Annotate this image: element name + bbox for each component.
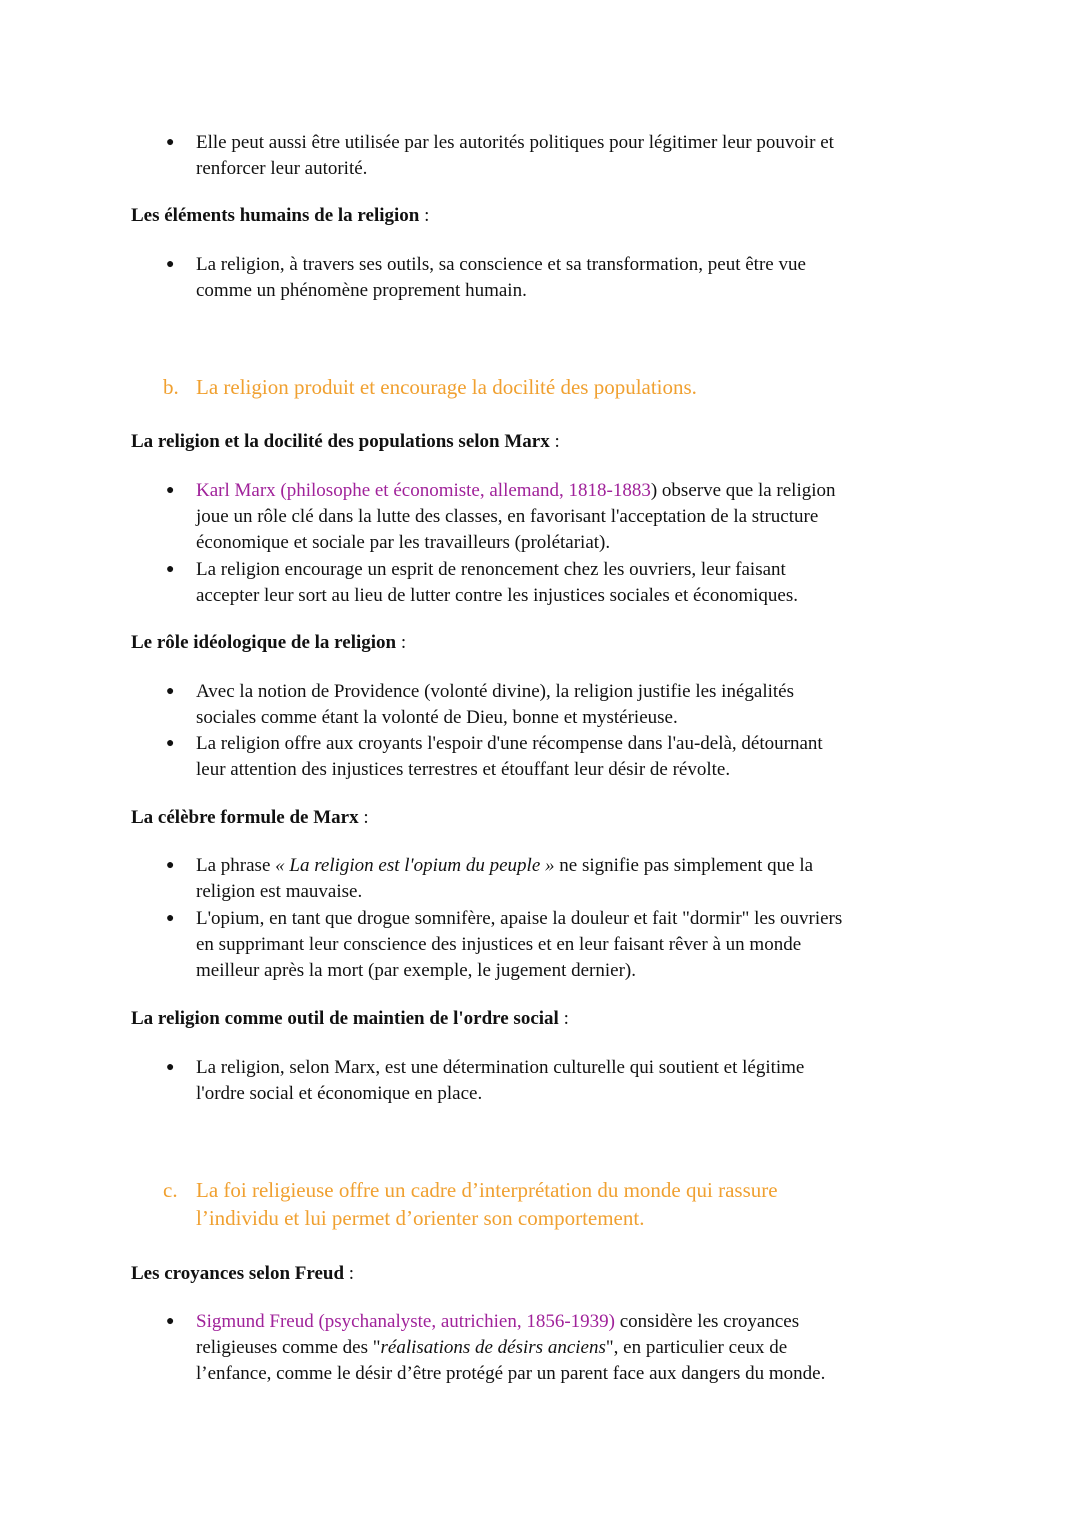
subsection-text: La religion produit et encourage la docilité des populations. <box>196 375 697 399</box>
item-text: ", en particulier ceux de l’enfance, comme le désir d’être protégé par un parent face aux dangers du monde. <box>196 1337 826 1385</box>
list-item <box>166 130 996 182</box>
section-heading <box>131 630 1080 656</box>
heading-colon: : <box>549 431 560 452</box>
item-text: Avec la notion de Providence (volonté divine), la religion justifie les inégalités sociales comme étant la volonté de Dieu, bonne et mystérieuse. <box>196 681 794 729</box>
list-item <box>166 1055 996 1107</box>
item-text: La religion, selon Marx, est une détermination culturelle qui soutient et légitime l'ordre social et économique en place. <box>196 1057 805 1105</box>
bullet-icon: ● <box>166 911 175 926</box>
heading-text: Les croyances selon Freud <box>131 1263 345 1284</box>
item-text: Elle peut aussi être utilisée par les autorités politiques pour légitimer leur pouvoir et renforcer leur autorité. <box>196 132 834 180</box>
item-text: La phrase <box>196 855 276 876</box>
heading-text: La religion comme outil de maintien de l'ordre social <box>131 1008 559 1029</box>
list-item <box>166 731 996 783</box>
subsection-label: b. <box>163 375 179 399</box>
item-text: ne signifie pas simplement que la religion est mauvaise. <box>196 855 814 903</box>
section-heading <box>131 429 1080 455</box>
author-reference: Sigmund Freud (psychanalyste, autrichien, 1856-1939) <box>196 1311 615 1332</box>
bullet-icon: ● <box>166 1314 175 1329</box>
italic-quote: réalisations de désirs anciens <box>380 1337 606 1359</box>
list-item <box>166 1309 996 1388</box>
list-item <box>166 557 996 609</box>
heading-colon: : <box>558 1008 569 1029</box>
item-text: La religion, à travers ses outils, sa conscience et sa transformation, peut être vue comme un phénomène proprement humain. <box>196 254 806 302</box>
bullet-icon: ● <box>166 135 175 150</box>
item-text: L'opium, en tant que drogue somnifère, apaise la douleur et fait "dormir" les ouvriers en supprimant leur conscience des injustices et en leur faisant rêver à un monde meilleur après la mort (par exemple, le jugement dernier). <box>196 908 843 982</box>
item-text: ) observe que la religion joue un rôle clé dans la lutte des classes, en favorisant l'acceptation de la structure économique et sociale par les travailleurs (prolétariat). <box>196 480 836 554</box>
heading-colon: : <box>358 807 369 828</box>
section-heading <box>131 805 1080 831</box>
heading-colon: : <box>419 205 430 226</box>
list-item <box>166 906 996 985</box>
heading-text: La religion et la docilité des populations selon Marx <box>131 431 550 452</box>
list-item <box>166 679 996 731</box>
heading-colon: : <box>396 632 407 653</box>
list-item <box>166 478 996 557</box>
bullet-icon: ● <box>166 1060 175 1075</box>
heading-colon: : <box>344 1263 355 1284</box>
list-item <box>166 252 996 304</box>
section-heading <box>131 1006 1080 1032</box>
bullet-icon: ● <box>166 858 175 873</box>
bullet-icon: ● <box>166 483 175 498</box>
subsection-label: c. <box>163 1178 178 1202</box>
bullet-icon: ● <box>166 562 175 577</box>
item-text: La religion encourage un esprit de renoncement chez les ouvriers, leur faisant accepter leur sort au lieu de lutter contre les injustices sociales et économiques. <box>196 559 798 607</box>
heading-text: Le rôle idéologique de la religion <box>131 632 397 653</box>
subsection-text: La foi religieuse offre un cadre d’interprétation du monde qui rassure l’individu et lui permet d’orienter son comportement. <box>196 1178 778 1230</box>
heading-text: Les éléments humains de la religion <box>131 205 420 226</box>
italic-quote: « La religion est l'opium du peuple » <box>275 855 555 876</box>
bullet-icon: ● <box>166 736 175 751</box>
item-text: La religion offre aux croyants l'espoir d'une récompense dans l'au-delà, détournant leur attention des injustices terrestres et étouffant leur désir de révolte. <box>196 733 823 781</box>
bullet-icon: ● <box>166 684 175 699</box>
section-heading <box>131 1261 1080 1287</box>
bullet-icon: ● <box>166 257 175 272</box>
author-reference: Karl Marx (philosophe et économiste, allemand, 1818-1883 <box>196 480 651 501</box>
list-item <box>166 853 996 905</box>
heading-text: La célèbre formule de Marx <box>131 807 359 828</box>
item-text: considère les croyances religieuses comme des " <box>196 1311 800 1359</box>
section-heading <box>131 203 1080 229</box>
